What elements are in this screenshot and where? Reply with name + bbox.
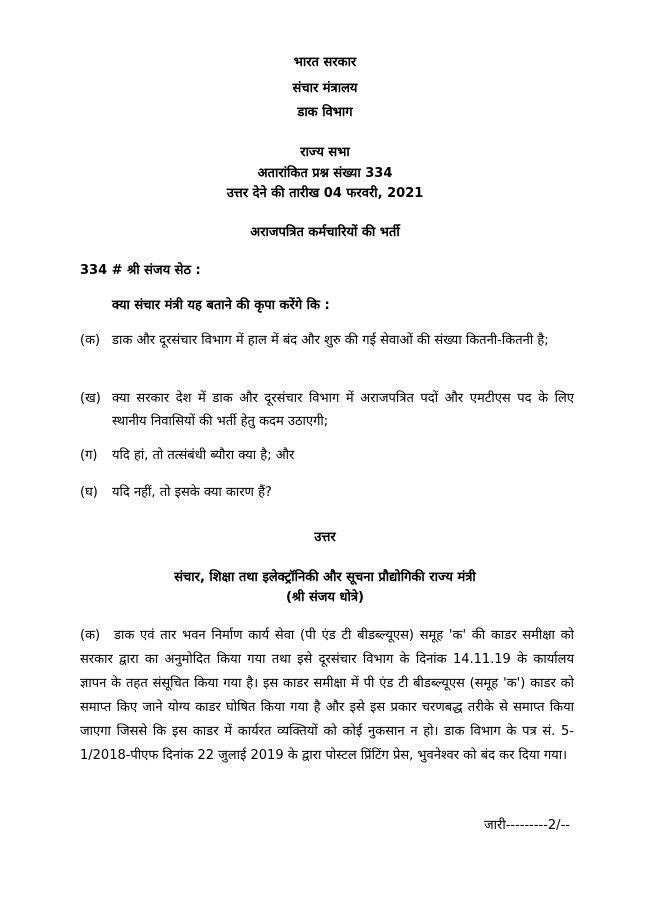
answer-heading: उत्तर	[314, 530, 336, 545]
question-text-kha: क्या सरकार देश में डाक और दूरसंचार विभाग में अराजपत्रित पदों और एमटीएस पद के लिए स्थानीय निवासियों की भर्ती हेतु कदम उठाएगी;	[112, 391, 574, 429]
continuation-note: जारी---------2/--	[484, 818, 570, 833]
house-name: राज्य सभा	[300, 145, 350, 160]
questioner: 334 # श्री संजय सेठ :	[80, 263, 201, 278]
department-title: डाक विभाग	[297, 105, 353, 120]
question-label-gha: (घ)	[80, 485, 98, 500]
minister-name: (श्री संजय धोत्रे)	[285, 590, 365, 605]
answer-text: डाक एवं तार भवन निर्माण कार्य सेवा (पी एंड टी बीडब्ल्यूएस) समूह 'क' की काडर समीक्षा को सरकार द्वारा का अनुमोदित किया गया तथा इसे दूरसंचार विभाग के दिनांक 14.11.19 के कार्यालय ज्ञापन के तहत संसूचित किया गया है। इस काडर समीक्षा में पी एंड टी बीडब्ल्यूएस (समूह 'क') काडर को समाप्त किए जाने योग्य काडर घोषित किया गया है और इसे इस प्रकार चरणबद्ध तरीके से समाप्त किया जाएगा जिससे कि इस काडर में कार्यरत व्यक्तियों को कोई नुकसान न हो। डाक विभाग के पत्र सं. 5-1/2018-पीएफ दिनांक 22 जुलाई 2019 के द्वारा पोस्टल प्रिंटिंग प्रेस, भुवनेश्वर को बंद कर दिया गया।	[80, 628, 574, 763]
ministry-title: संचार मंत्रालय	[292, 81, 358, 96]
govt-title: भारत सरकार	[293, 55, 357, 70]
question-intro: क्या संचार मंत्री यह बताने की कृपा करेंगे कि :	[112, 298, 330, 313]
question-label-ga: (ग)	[80, 448, 98, 463]
question-label-ka: (क)	[80, 333, 101, 348]
question-text-gha: यदि नहीं, तो इसके क्या कारण हैं?	[112, 485, 272, 500]
answer-date: उत्तर देने की तारीख 04 फरवरी, 2021	[226, 186, 424, 201]
minister-title: संचार, शिक्षा तथा इलेक्ट्रॉनिकी और सूचना प्रौद्योगिकी राज्य मंत्री	[174, 570, 476, 585]
subject-heading: अराजपत्रित कर्मचारियों की भर्ती	[250, 225, 400, 240]
answer-label: (क)	[80, 628, 101, 643]
answer-paragraph	[80, 624, 574, 768]
question-number: अतारांकित प्रश्न संख्या 334	[257, 166, 393, 181]
question-label-kha: (ख)	[80, 391, 101, 406]
question-text-ka: डाक और दूरसंचार विभाग में हाल में बंद और शुरु की गई सेवाओं की संख्या कितनी-कितनी है;	[112, 333, 549, 348]
question-text-ga: यदि हां, तो तत्संबंधी ब्यौरा क्या है; और	[112, 448, 295, 463]
